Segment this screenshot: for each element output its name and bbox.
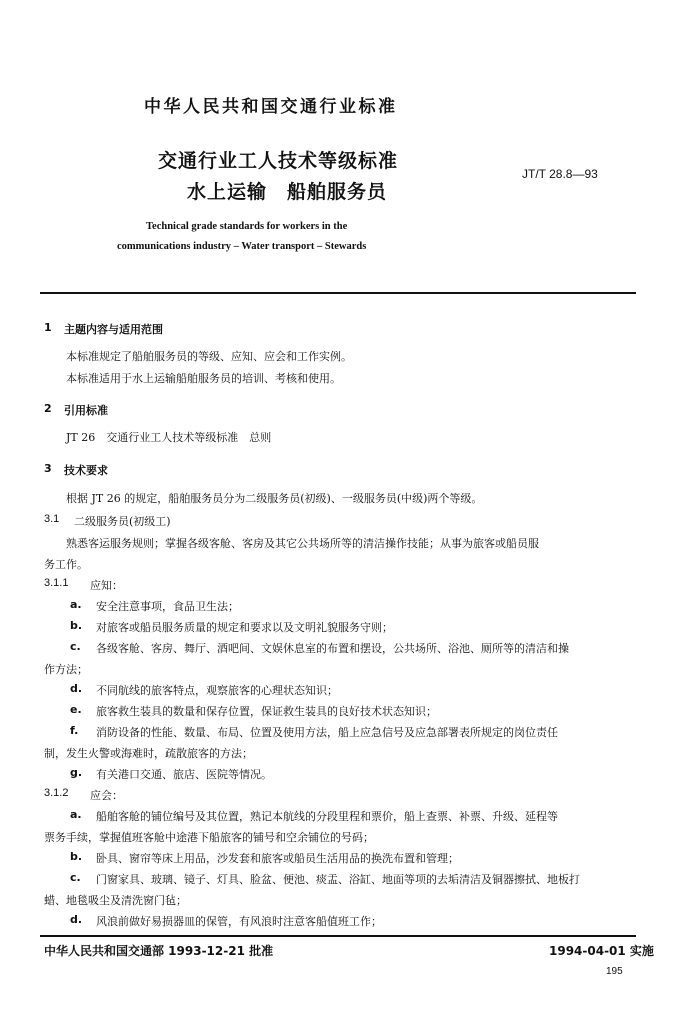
- clause-3-1-text: 熟悉客运服务规则；掌握各级客舱、客房及其它公共场所等的清洁操作技能；从事为旅客或船员服: [66, 537, 539, 550]
- list-item: 不同航线的旅客特点，观察旅客的心理状态知识；: [96, 684, 338, 697]
- title-en-line1: Technical grade standards for workers in the: [146, 221, 348, 232]
- section-2-reference: JT 26 交通行业工人技术等级标准 总则: [66, 431, 272, 444]
- list-item: 门窗家具、玻璃、镜子、灯具、脸盆、便池、痰盂、浴缸、地面等项的去垢清洁及铜器擦拭、地板打: [96, 873, 580, 886]
- title-cn-line2: 水上运输 船舶服务员: [187, 181, 388, 203]
- list-item: 安全注意事项，食品卫生法；: [96, 600, 239, 613]
- list-item: 旅客救生装具的数量和保存位置，保证救生装具的良好技术状态知识；: [96, 705, 437, 718]
- list-item-label: a.: [70, 808, 82, 821]
- list-item: 有关港口交通、旅店、医院等情况。: [96, 768, 272, 781]
- section-3-number: 3: [44, 462, 52, 475]
- implementation-date: 1994-04-01 实施: [549, 944, 654, 958]
- standard-type: 中华人民共和国交通行业标准: [144, 97, 398, 117]
- section-2-number: 2: [44, 402, 52, 415]
- list-item-label: c.: [70, 871, 81, 884]
- section-1-para-2: 本标准适用于水上运输船舶服务员的培训、考核和使用。: [66, 372, 341, 385]
- list-item-cont: 蜡、地毯吸尘及清洗窗门毡；: [44, 894, 187, 907]
- list-item-label: b.: [70, 850, 83, 863]
- list-item: 风浪前做好易损器皿的保管，有风浪时注意客船值班工作；: [96, 915, 382, 928]
- list-item-cont: 作方法；: [44, 663, 88, 676]
- clause-3-1-text-cont: 务工作。: [44, 558, 88, 571]
- clause-3-1-1-title: 应知：: [90, 579, 123, 592]
- list-item: 卧具、窗帘等床上用品，沙发套和旅客或船员生活用品的换洗布置和管理；: [96, 852, 459, 865]
- list-item: 对旅客或船员服务质量的规定和要求以及文明礼貌服务守则；: [96, 621, 393, 634]
- list-item-cont: 制，发生火警或海难时，疏散旅客的方法；: [44, 747, 253, 760]
- title-cn-line1: 交通行业工人技术等级标准: [158, 150, 399, 172]
- section-1-para-1: 本标准规定了船舶服务员的等级、应知、应会和工作实例。: [66, 350, 352, 363]
- list-item: 船舶客舱的铺位编号及其位置，熟记本航线的分段里程和票价，船上查票、补票、升级、延程等: [96, 810, 558, 823]
- clause-3-1-title: 二级服务员(初级工): [74, 515, 171, 528]
- header-divider: [40, 292, 636, 294]
- section-1-number: 1: [44, 321, 52, 334]
- list-item-label: b.: [70, 619, 83, 632]
- list-item-label: f.: [70, 724, 79, 737]
- list-item-label: a.: [70, 598, 82, 611]
- section-2-title: 引用标准: [64, 404, 108, 417]
- list-item: 消防设备的性能、数量、布局、位置及使用方法，船上应急信号及应急部署表所规定的岗位责任: [96, 726, 558, 739]
- standard-code: JT/T 28.8—93: [522, 167, 598, 181]
- list-item-label: e.: [70, 703, 82, 716]
- clause-3-1-2-number: 3.1.2: [44, 787, 69, 799]
- clause-3-1-1-number: 3.1.1: [44, 577, 69, 589]
- clause-3-1-2-title: 应会：: [90, 789, 123, 802]
- section-3-intro: 根据 JT 26 的规定，船舶服务员分为二级服务员(初级)、一级服务员(中级)两个等级。: [66, 492, 483, 505]
- page-number: 195: [606, 966, 623, 977]
- section-1-title: 主题内容与适用范围: [64, 323, 163, 336]
- list-item-label: g.: [70, 766, 83, 779]
- footer-divider: [40, 935, 636, 937]
- title-en-line2: communications industry – Water transport – Stewards: [117, 241, 367, 252]
- list-item-label: c.: [70, 640, 81, 653]
- list-item: 各级客舱、客房、舞厅、酒吧间、文娱休息室的布置和摆设，公共场所、浴池、厕所等的清洁和操: [96, 642, 569, 655]
- clause-3-1-number: 3.1: [44, 513, 60, 525]
- list-item-cont: 票务手续，掌握值班客舱中途港下船旅客的铺号和空余铺位的号码；: [44, 831, 374, 844]
- approval-note: 中华人民共和国交通部 1993-12-21 批准: [44, 944, 274, 958]
- list-item-label: d.: [70, 682, 83, 695]
- section-3-title: 技术要求: [64, 464, 108, 477]
- list-item-label: d.: [70, 913, 83, 926]
